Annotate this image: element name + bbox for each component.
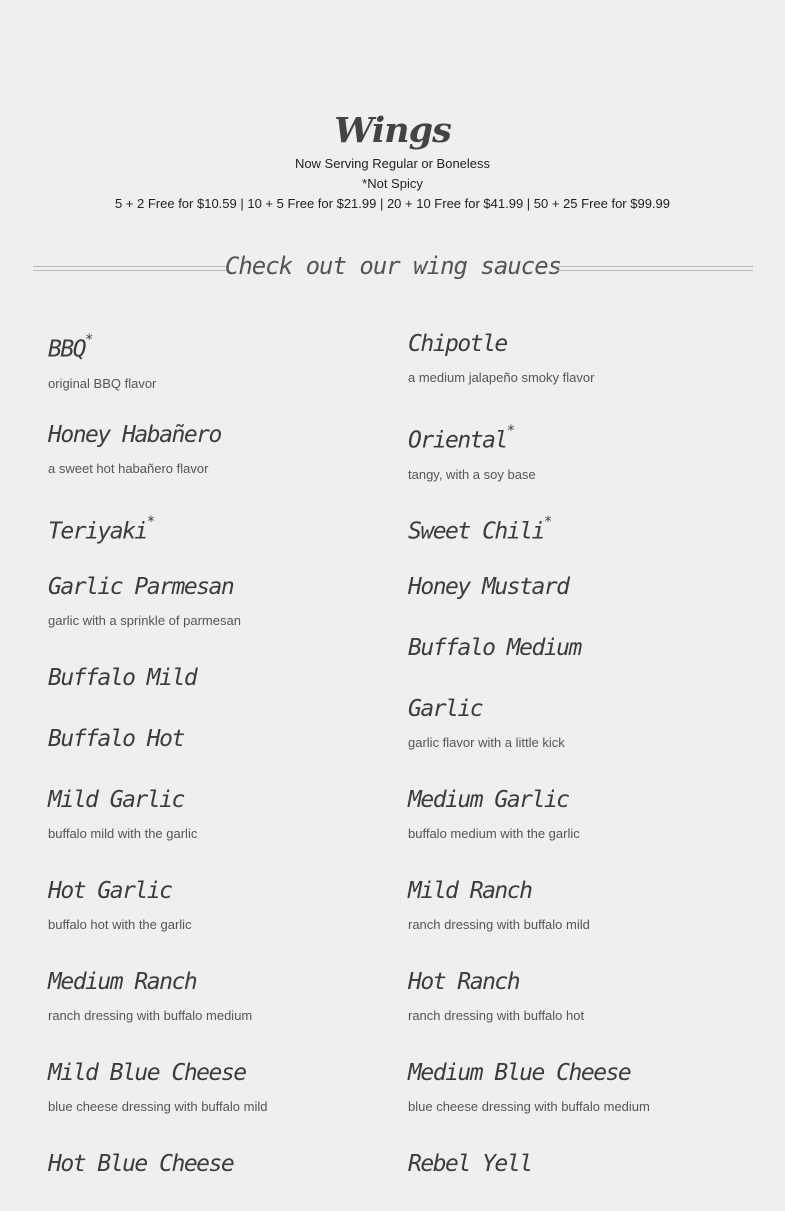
sauce-name: [48, 664, 388, 692]
sauce-name: [48, 1150, 388, 1178]
sauce-name-text: Honey Habañero: [48, 422, 221, 448]
sauce-name-text: Hot Ranch: [408, 969, 520, 995]
sauce-item: [48, 725, 388, 786]
sauce-item: [408, 573, 748, 634]
sauce-item: [408, 512, 748, 573]
sauce-name-text: Rebel Yell: [408, 1151, 532, 1177]
sauce-description: blue cheese dressing with buffalo medium: [408, 1099, 650, 1114]
sauce-name-text: BBQ: [48, 336, 86, 363]
not-spicy-mark: *: [146, 514, 156, 530]
sauce-name: [48, 968, 388, 996]
sauce-item: [48, 664, 388, 725]
divider-rule-right: [557, 266, 753, 271]
sauce-name: [408, 1150, 748, 1178]
sauce-name-text: Honey Mustard: [408, 574, 569, 600]
sauce-item: [408, 421, 748, 512]
sauce-item: [48, 1059, 388, 1150]
sauce-description: garlic with a sprinkle of parmesan: [48, 613, 241, 628]
sauce-column-right: [408, 330, 748, 1211]
sauce-description: original BBQ flavor: [48, 375, 157, 391]
section-heading: Check out our wing sauces: [224, 252, 562, 280]
sauce-name: [48, 330, 388, 364]
sauce-name-text: Medium Garlic: [408, 787, 569, 813]
sauce-description: garlic flavor with a little kick: [408, 735, 565, 750]
sauce-item: [408, 330, 748, 421]
sauce-name: [408, 512, 748, 546]
sauce-description: buffalo hot with the garlic: [48, 917, 192, 932]
sauce-name: [48, 573, 388, 601]
sauce-description: ranch dressing with buffalo medium: [48, 1008, 253, 1023]
serving-note: Now Serving Regular or Boneless: [294, 156, 491, 171]
sauce-name-text: Chipotle: [408, 331, 507, 357]
not-spicy-note: *Not Spicy: [362, 176, 423, 191]
sauce-item: [48, 877, 388, 968]
section-divider: [33, 249, 753, 285]
sauce-name-text: Garlic: [408, 696, 483, 722]
sauce-description: a medium jalapeño smoky flavor: [408, 370, 595, 385]
sauce-item: [408, 786, 748, 877]
sauce-item: [48, 968, 388, 1059]
sauce-name-text: Buffalo Mild: [48, 665, 197, 691]
sauce-item: [48, 512, 388, 573]
sauce-name: [48, 786, 388, 814]
sauce-item: [48, 421, 388, 512]
sauce-name: [408, 573, 748, 601]
sauce-name: [408, 695, 748, 723]
sauce-item: [48, 573, 388, 664]
sauce-name: [408, 634, 748, 662]
page-title: Wings: [334, 110, 451, 151]
sauce-name: [48, 877, 388, 905]
sauce-description: ranch dressing with buffalo hot: [408, 1008, 585, 1023]
sauce-name: [408, 330, 748, 358]
sauce-name-text: Mild Garlic: [48, 787, 184, 813]
sauce-name-text: Buffalo Medium: [408, 635, 581, 661]
sauce-description: ranch dressing with buffalo mild: [408, 917, 590, 932]
sauce-item: [408, 877, 748, 968]
sauce-name-text: Garlic Parmesan: [48, 574, 234, 600]
sauce-name-text: Oriental: [408, 427, 507, 454]
sauce-name: [408, 1059, 748, 1087]
sauce-name-text: Mild Blue Cheese: [48, 1060, 246, 1086]
sauce-name: [408, 968, 748, 996]
sauce-item: [48, 330, 388, 421]
sauce-item: [408, 1150, 748, 1211]
sauce-name: [48, 1059, 388, 1087]
sauce-name-text: Medium Ranch: [48, 969, 197, 995]
sauce-name-text: Medium Blue Cheese: [408, 1060, 631, 1086]
sauce-item: [408, 1059, 748, 1150]
sauce-name-text: Hot Garlic: [48, 878, 172, 904]
wings-header: [0, 108, 785, 214]
sauce-description: a sweet hot habañero flavor: [48, 461, 209, 476]
sauce-name-text: Buffalo Hot: [48, 726, 184, 752]
not-spicy-mark: *: [506, 423, 516, 439]
sauce-name-text: Hot Blue Cheese: [48, 1151, 234, 1177]
sauce-name: [48, 421, 388, 449]
sauce-description: tangy, with a soy base: [408, 466, 536, 482]
sauce-name: [408, 877, 748, 905]
not-spicy-mark: *: [543, 514, 553, 530]
not-spicy-mark: *: [85, 332, 94, 348]
sauce-name: [408, 421, 748, 455]
sauce-description: buffalo mild with the garlic: [48, 826, 198, 841]
sauce-item: [48, 1150, 388, 1211]
sauce-description: blue cheese dressing with buffalo mild: [48, 1099, 268, 1114]
sauce-item: [408, 968, 748, 1059]
sauce-name-text: Teriyaki: [48, 518, 147, 545]
sauce-name: [48, 725, 388, 753]
sauce-name-text: Sweet Chili: [408, 518, 544, 545]
sauce-item: [48, 786, 388, 877]
sauce-item: [408, 634, 748, 695]
sauce-description: buffalo medium with the garlic: [408, 826, 580, 841]
sauce-name: [408, 786, 748, 814]
pricing-line: 5 + 2 Free for $10.59 | 10 + 5 Free for $21.99 | 20 + 10 Free for $41.99 | 50 + 25 Free for $99.99: [114, 196, 671, 211]
sauce-column-left: [48, 330, 388, 1211]
sauce-name: [48, 512, 388, 546]
sauce-name-text: Mild Ranch: [408, 878, 532, 904]
sauce-item: [408, 695, 748, 786]
